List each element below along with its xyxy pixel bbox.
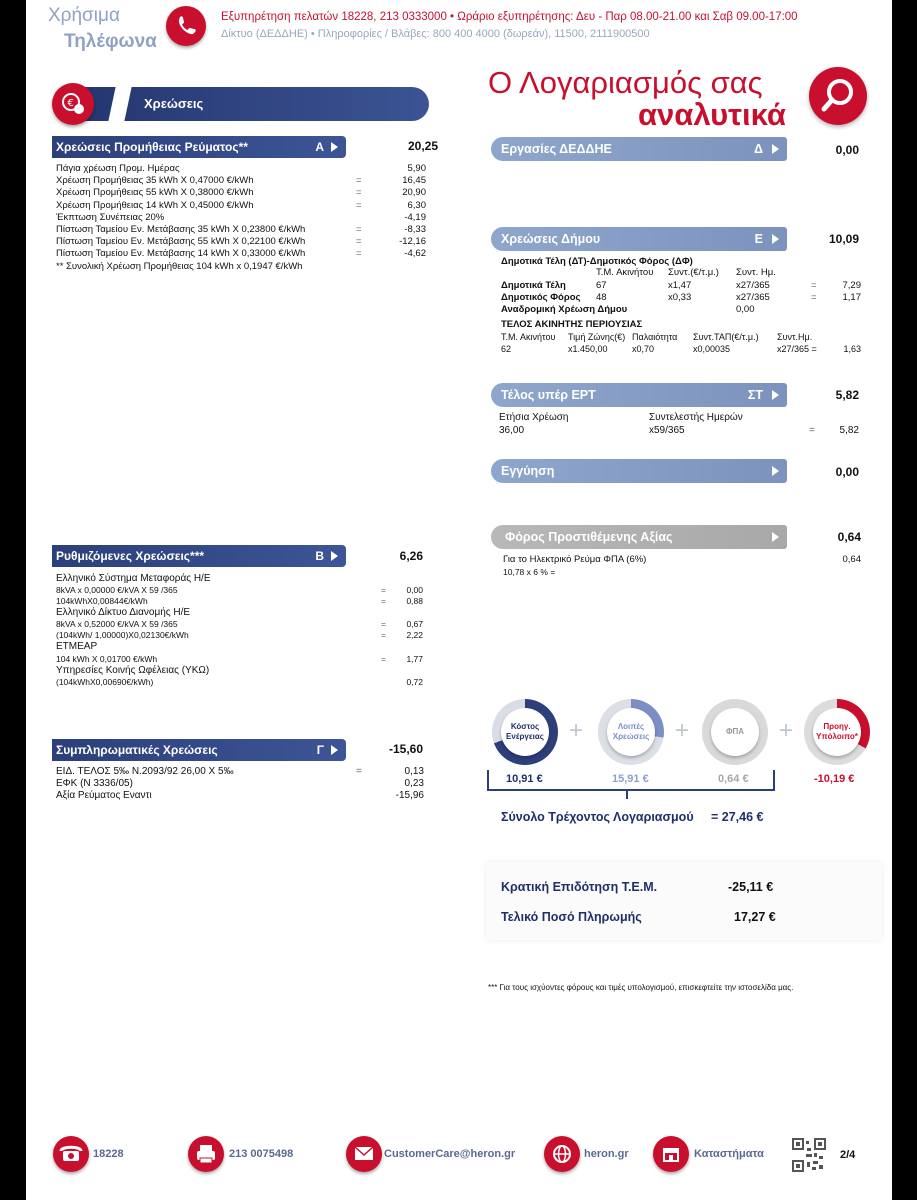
fax-icon[interactable] xyxy=(188,1136,224,1172)
network-line: Δίκτυο (ΔΕΔΔΗΕ) • Πληροφορίες / Βλάβες: 800 400 4000 (δωρεάν), 11500, 2111900500 xyxy=(221,28,650,40)
guarantee-total: 0,00 xyxy=(835,465,859,479)
municipal-subtitle: Δημοτικά Τέλη (ΔΤ)-Δημοτικός Φόρος (ΔΦ) xyxy=(501,256,693,267)
plus-icon: + xyxy=(675,717,690,744)
deddie-section-header xyxy=(491,137,787,161)
vat-line1: Για το Ηλεκτρικό Ρεύμα ΦΠΑ (6%) 0,64 xyxy=(503,554,861,565)
supply-row: Πίστωση Ταμείου Εν. Μετάβασης 35 kWh X 0,23800 €/kWh = -8,33 xyxy=(56,224,426,236)
footer-phone[interactable]: 18228 xyxy=(93,1148,124,1160)
vat-total: 0,64 xyxy=(837,530,861,544)
municipal-row: Αναδρομική Χρέωση Δήμου 0,00 xyxy=(501,304,755,316)
tap-headers: Τ.Μ. Ακινήτου Τιμή Ζώνης(€) Παλαιότητα Συντ.ΤΑΠ(€/τ.μ.) Συντ.Ημ. xyxy=(501,332,813,342)
complementary-section-header xyxy=(52,739,346,761)
current-total-label: Σύνολο Τρέχοντος Λογαριασμού xyxy=(501,810,694,824)
vat-section-header xyxy=(491,525,787,549)
arrow-right-icon xyxy=(772,144,779,154)
donut-values: 10,91 € 15,91 € 0,64 € -10,19 € xyxy=(506,773,855,785)
regulated-title: Ρυθμιζόμενες Χρεώσεις*** xyxy=(56,549,205,563)
phones-label: Τηλέφωνα xyxy=(64,31,157,52)
email-icon[interactable] xyxy=(346,1136,382,1172)
phone-icon[interactable] xyxy=(53,1136,89,1172)
ert-code: ΣΤ xyxy=(747,388,763,402)
regulated-row: 8kVA x 0,00000 €/kVA X 59 /365 = 0,00 xyxy=(56,585,423,596)
current-total-value: = 27,46 € xyxy=(711,810,764,824)
bill-page xyxy=(26,0,892,1200)
regulated-row: Υπηρεσίες Κοινής Ωφέλειας (ΥΚΩ) xyxy=(56,664,210,676)
guarantee-section-header xyxy=(491,459,787,483)
tap-values: 62 x1.450,00 x0,70 x0,00035 x27/365 = 1,63 xyxy=(501,344,861,354)
municipal-row: Δημοτικός Φόρος 48 x0,33 x27/365 = 1,17 xyxy=(501,292,861,304)
page-number: 2/4 xyxy=(840,1149,856,1161)
heading-line2: αναλυτικά xyxy=(638,97,786,132)
arrow-right-icon xyxy=(772,234,779,244)
arrow-right-icon xyxy=(331,745,338,755)
regulated-section-header xyxy=(52,545,346,567)
arrow-right-icon xyxy=(772,390,779,400)
municipal-total: 10,09 xyxy=(828,232,859,246)
municipal-row: Δημοτικά Τέλη 67 x1,47 x27/365 = 7,29 xyxy=(501,280,861,291)
deddie-title: Εργασίες ΔΕΔΔΗΕ xyxy=(501,142,612,156)
charges-tab xyxy=(62,87,429,121)
heading-line1: Ο Λογαριασμός σας xyxy=(488,65,763,100)
complementary-title: Συμπληρωματικές Χρεώσεις xyxy=(56,743,218,757)
deddie-code: Δ xyxy=(754,142,763,156)
complementary-rows xyxy=(56,766,426,803)
complementary-row: ΕΙΔ. ΤΕΛΟΣ 5‰ Ν.2093/92 26,00 X 5‰ = 0,13 xyxy=(56,766,424,777)
arrow-right-icon xyxy=(772,532,779,542)
regulated-row: ΕΤΜΕΑΡ xyxy=(56,641,98,653)
supply-section-header xyxy=(52,136,346,158)
qr-code-icon xyxy=(792,1138,826,1172)
payment-box xyxy=(486,862,882,940)
vat-line2: 10,78 x 6 % = xyxy=(503,567,556,577)
phone-icon xyxy=(166,6,206,46)
supply-row: Έκπτωση Συνέπειας 20% -4,19 xyxy=(56,211,426,223)
subsidy-value: -25,11 € xyxy=(728,880,774,894)
supply-row: Πίστωση Ταμείου Εν. Μετάβασης 55 kWh X 0,22100 €/kWh = -12,16 xyxy=(56,236,426,248)
regulated-total: 6,26 xyxy=(399,549,423,563)
regulated-row: 8kVA x 0,52000 €/kVA X 59 /365 = 0,67 xyxy=(56,619,423,630)
regulated-row: Ελληνικό Σύστημα Μεταφοράς Η/Ε xyxy=(56,573,211,584)
supply-row: ** Συνολική Χρέωση Προμήθειας 104 kWh x 0,1947 €/kWh xyxy=(56,260,303,272)
ert-section-header xyxy=(491,383,787,407)
supply-row: Χρέωση Προμήθειας 14 kWh X 0,45000 €/kWh = 6,30 xyxy=(56,199,426,211)
bracket-stem xyxy=(626,791,628,799)
arrow-right-icon xyxy=(331,551,338,561)
regulated-row: 104 kWh X 0,01700 €/kWh = 1,77 xyxy=(56,653,423,664)
municipal-title: Χρεώσεις Δήμου xyxy=(501,232,601,246)
ert-values: 36,00 x59/365 = 5,82 xyxy=(499,425,859,436)
footer-stores[interactable]: Καταστήματα xyxy=(694,1148,764,1160)
supply-row: Χρέωση Προμήθειας 55 kWh X 0,38000 €/kWh = 20,90 xyxy=(56,187,426,199)
supply-total: 20,25 xyxy=(407,139,438,153)
guarantee-title: Εγγύηση xyxy=(501,464,555,478)
municipal-code: Ε xyxy=(754,232,763,246)
complementary-code: Γ xyxy=(316,743,324,757)
store-icon[interactable] xyxy=(653,1136,689,1172)
municipal-section-header xyxy=(491,227,787,251)
footer-email[interactable]: CustomerCare@heron.gr xyxy=(384,1148,516,1160)
deddie-total: 0,00 xyxy=(835,143,859,157)
ert-total: 5,82 xyxy=(835,388,859,402)
vat-title: Φόρος Προστιθέμενης Αξίας xyxy=(505,530,673,544)
globe-icon[interactable] xyxy=(544,1136,580,1172)
supply-row: Πάγια χρέωση Προμ. Ημέρας 5,90 xyxy=(56,163,426,174)
svg-text:€: € xyxy=(67,98,74,109)
donut-energy: Κόστος Ενέργειας xyxy=(492,699,558,765)
regulated-row: 104kWhX0,00844€/kWh = 0,88 xyxy=(56,596,423,607)
donut-previous: Προηγ. Υπόλοιπο* xyxy=(804,699,870,765)
complementary-row: ΕΦΚ (Ν 3336/05) 0,23 xyxy=(56,778,424,790)
regulated-rows xyxy=(56,573,426,688)
useful-label: Χρήσιμα xyxy=(48,5,120,26)
charges-coin-icon xyxy=(52,83,94,125)
ert-headers: Ετήσια Χρέωση Συντελεστής Ημερών xyxy=(499,412,743,423)
supply-rows xyxy=(56,163,426,273)
arrow-right-icon xyxy=(331,142,338,152)
final-value: 17,27 € xyxy=(734,910,776,924)
tap-title: ΤΕΛΟΣ ΑΚΙΝΗΤΗΣ ΠΕΡΙΟΥΣΙΑΣ xyxy=(501,319,643,330)
ert-title: Τέλος υπέρ ΕΡΤ xyxy=(501,388,596,402)
complementary-total: -15,60 xyxy=(388,742,423,756)
final-label: Τελικό Ποσό Πληρωμής xyxy=(501,910,642,924)
search-icon xyxy=(809,67,867,125)
supply-title: Χρεώσεις Προμήθειας Ρεύματος** xyxy=(56,140,248,154)
supply-row: Χρέωση Προμήθειας 35 kWh X 0,47000 €/kWh = 16,45 xyxy=(56,175,426,187)
subsidy-label: Κρατική Επιδότηση Τ.Ε.Μ. xyxy=(501,880,658,894)
customer-service-line: Εξυπηρέτηση πελατών 18228, 213 0333000 • Ωράριο εξυπηρέτησης: Δευ - Παρ 08.00-21.00 και Σαβ 09.00-17:00 xyxy=(221,11,798,23)
complementary-row: Αξία Ρεύματος Εναντι -15,96 xyxy=(56,790,424,802)
regulated-row: Ελληνικό Δίκτυο Διανομής Η/Ε xyxy=(56,607,191,619)
donut-other: Λοιπές Χρεώσεις xyxy=(598,699,664,765)
donut-vat: ΦΠΑ xyxy=(702,699,768,765)
plus-icon: + xyxy=(779,717,794,744)
regulated-row: (104kWh/ 1,00000)X0,02130€/kWh = 2,22 xyxy=(56,630,423,641)
plus-icon: + xyxy=(569,717,584,744)
charges-tab-label: Χρεώσεις xyxy=(144,96,204,111)
footer-fax[interactable]: 213 0075498 xyxy=(229,1148,294,1160)
arrow-right-icon xyxy=(772,466,779,476)
supply-row: Πίστωση Ταμείου Εν. Μετάβασης 14 kWh X 0,33000 €/kWh = -4,62 xyxy=(56,248,426,260)
regulated-row: (104kWhX0,00690€/kWh) 0,72 xyxy=(56,676,423,687)
supply-code: Α xyxy=(315,140,324,154)
municipal-rows xyxy=(501,280,861,317)
footer-web[interactable]: heron.gr xyxy=(584,1148,629,1160)
municipal-col-headers: Τ.Μ. Ακινήτου Συντ.(€/τ.μ.) Συντ. Ημ. xyxy=(596,267,776,278)
regulated-code: Β xyxy=(315,549,324,563)
footnote: *** Για τους ισχύοντες φόρους και τιμές υπολογισμού, επισκεφτείτε την ιστοσελίδα μας. xyxy=(488,983,794,992)
